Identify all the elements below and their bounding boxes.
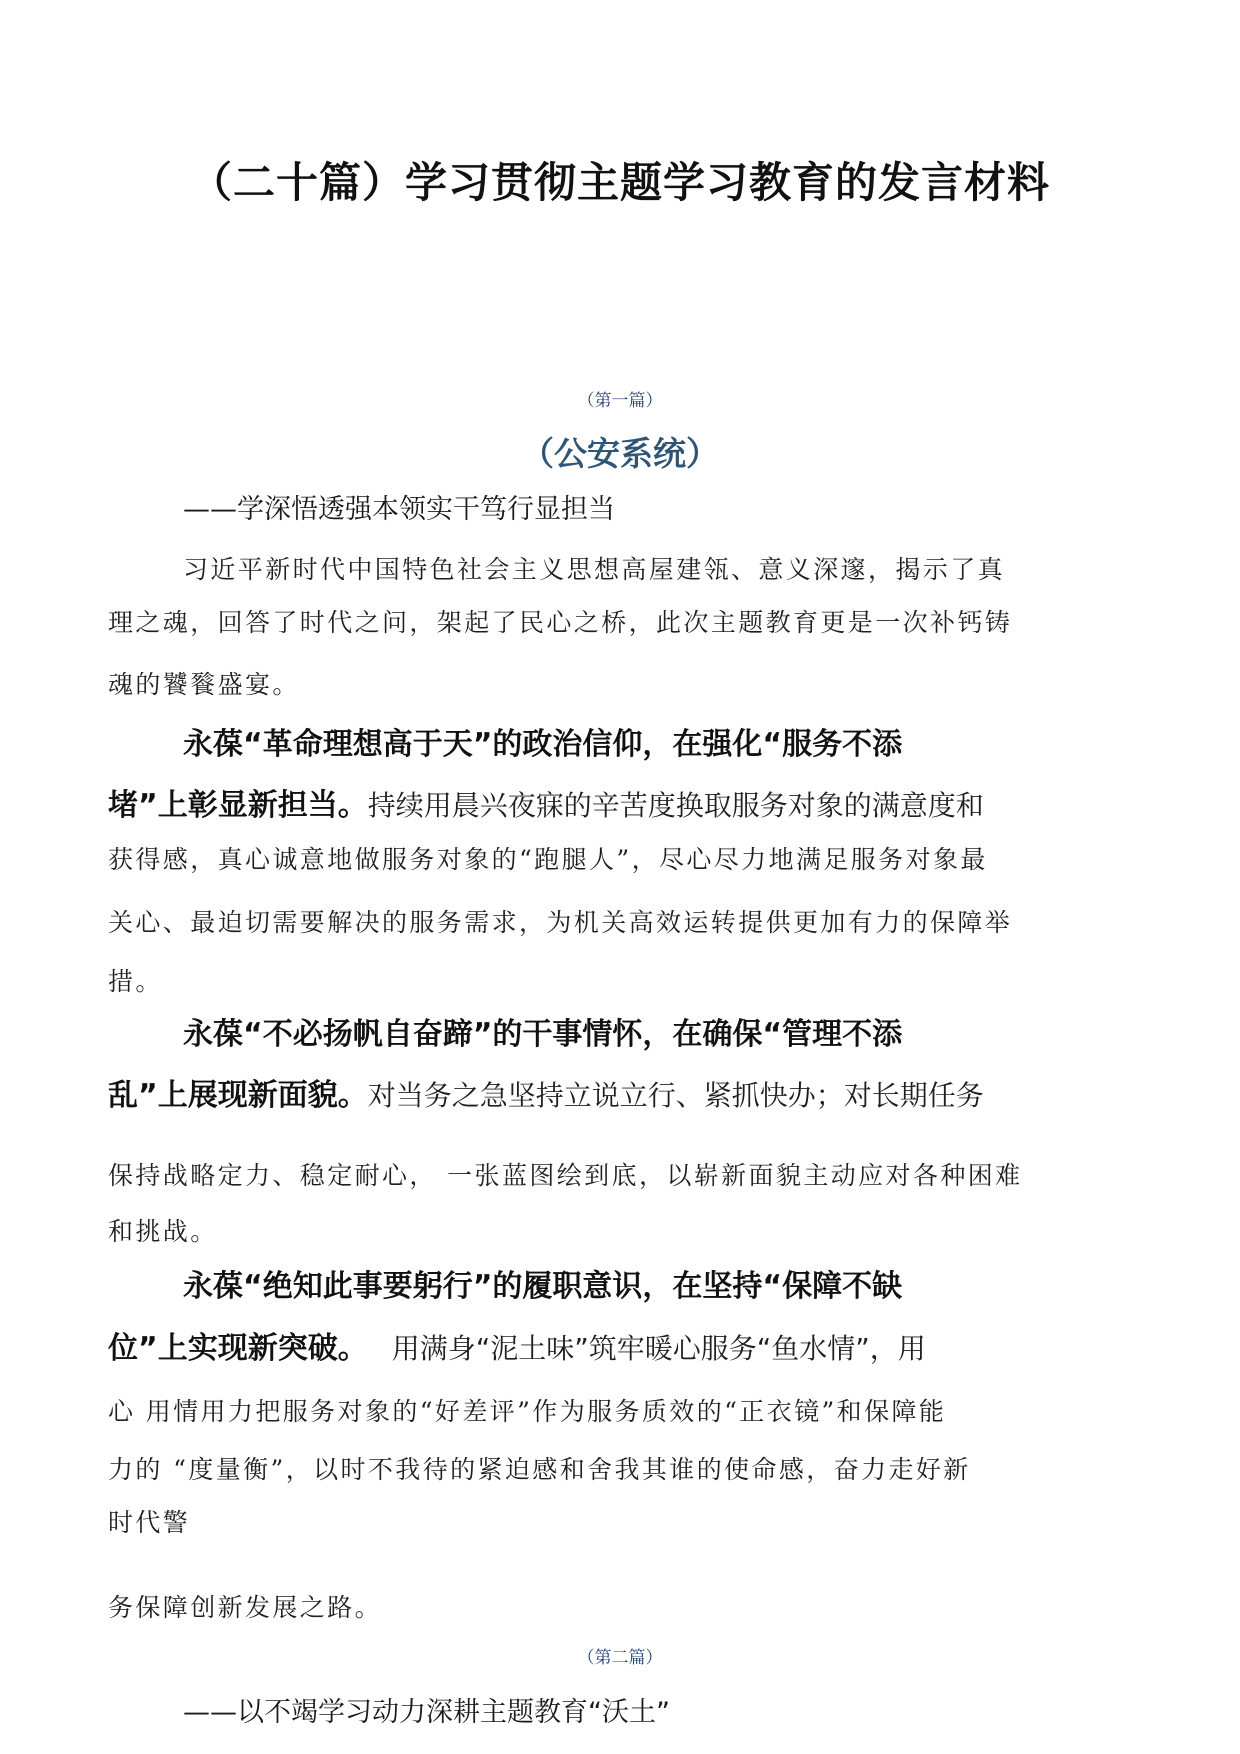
intro-line: 习近平新时代中国特色社会主义思想高屋建瓴、意义深邃，揭示了真: [183, 555, 1006, 584]
part1-subtitle: ——学深悟透强本领实干笃行显担当: [183, 494, 615, 525]
point1-line: 关心、最迫切需要解决的服务需求，为机关高效运转提供更加有力的保障举: [108, 908, 1013, 937]
point3-heading: 永葆“绝知此事要躬行”的履职意识，在坚持“保障不缺: [183, 1269, 903, 1304]
point3-heading-tail: 位”上实现新突破。: [108, 1331, 368, 1366]
document-title: （二十篇）学习贯彻主题学习教育的发言材料: [189, 158, 1050, 207]
point3-line: 力的 “度量衡”，以时不我待的紧迫感和舍我其谁的使命感，奋力走好新: [108, 1455, 971, 1484]
point1-heading-row: [108, 780, 984, 824]
intro-line: 魂的饕餮盛宴。: [108, 670, 300, 699]
part1-sub-label: （公安系统）: [521, 434, 719, 473]
intro-line: 理之魂，回答了时代之问，架起了民心之桥，此次主题教育更是一次补钙铸: [108, 608, 1013, 637]
point3-heading-row: [108, 1323, 926, 1367]
part1-label: （第一篇）: [577, 391, 663, 411]
part2-label: （第二篇）: [577, 1648, 663, 1668]
point2-line: 保持战略定力、稳定耐心， 一张蓝图绘到底，以崭新面貌主动应对各种困难: [108, 1161, 1023, 1190]
point1-lead: 持续用晨兴夜寐的辛苦度换取服务对象的满意度和: [367, 789, 984, 822]
part2-subtitle: ——以不竭学习动力深耕主题教育“沃土”: [183, 1697, 670, 1728]
point2-heading-row: [108, 1070, 984, 1114]
point3-lead: 用满身“泥土味”筑牢暖心服务“鱼水情”，用: [391, 1332, 926, 1365]
point2-heading: 永葆“不必扬帆自奋蹄”的干事情怀，在确保“管理不添: [183, 1017, 903, 1052]
point1-line: 获得感，真心诚意地做服务对象的“跑腿人”，尽心尽力地满足服务对象最: [108, 845, 988, 874]
point3-line: 心 用情用力把服务对象的“好差评”作为服务质效的“正衣镜”和保障能: [108, 1397, 947, 1426]
point3-line: 务保障创新发展之路。: [108, 1593, 383, 1622]
point2-lead: 对当务之急坚持立说立行、紧抓快办；对长期任务: [367, 1079, 984, 1112]
point2-heading-tail: 乱”上展现新面貌。: [108, 1078, 368, 1113]
point1-heading-tail: 堵”上彰显新担当。: [108, 788, 368, 823]
point1-line: 措。: [108, 967, 163, 996]
point1-heading: 永葆“革命理想高于天”的政治信仰，在强化“服务不添: [183, 727, 903, 762]
point3-line: 时代警: [108, 1508, 191, 1537]
point2-line: 和挑战。: [108, 1217, 218, 1246]
